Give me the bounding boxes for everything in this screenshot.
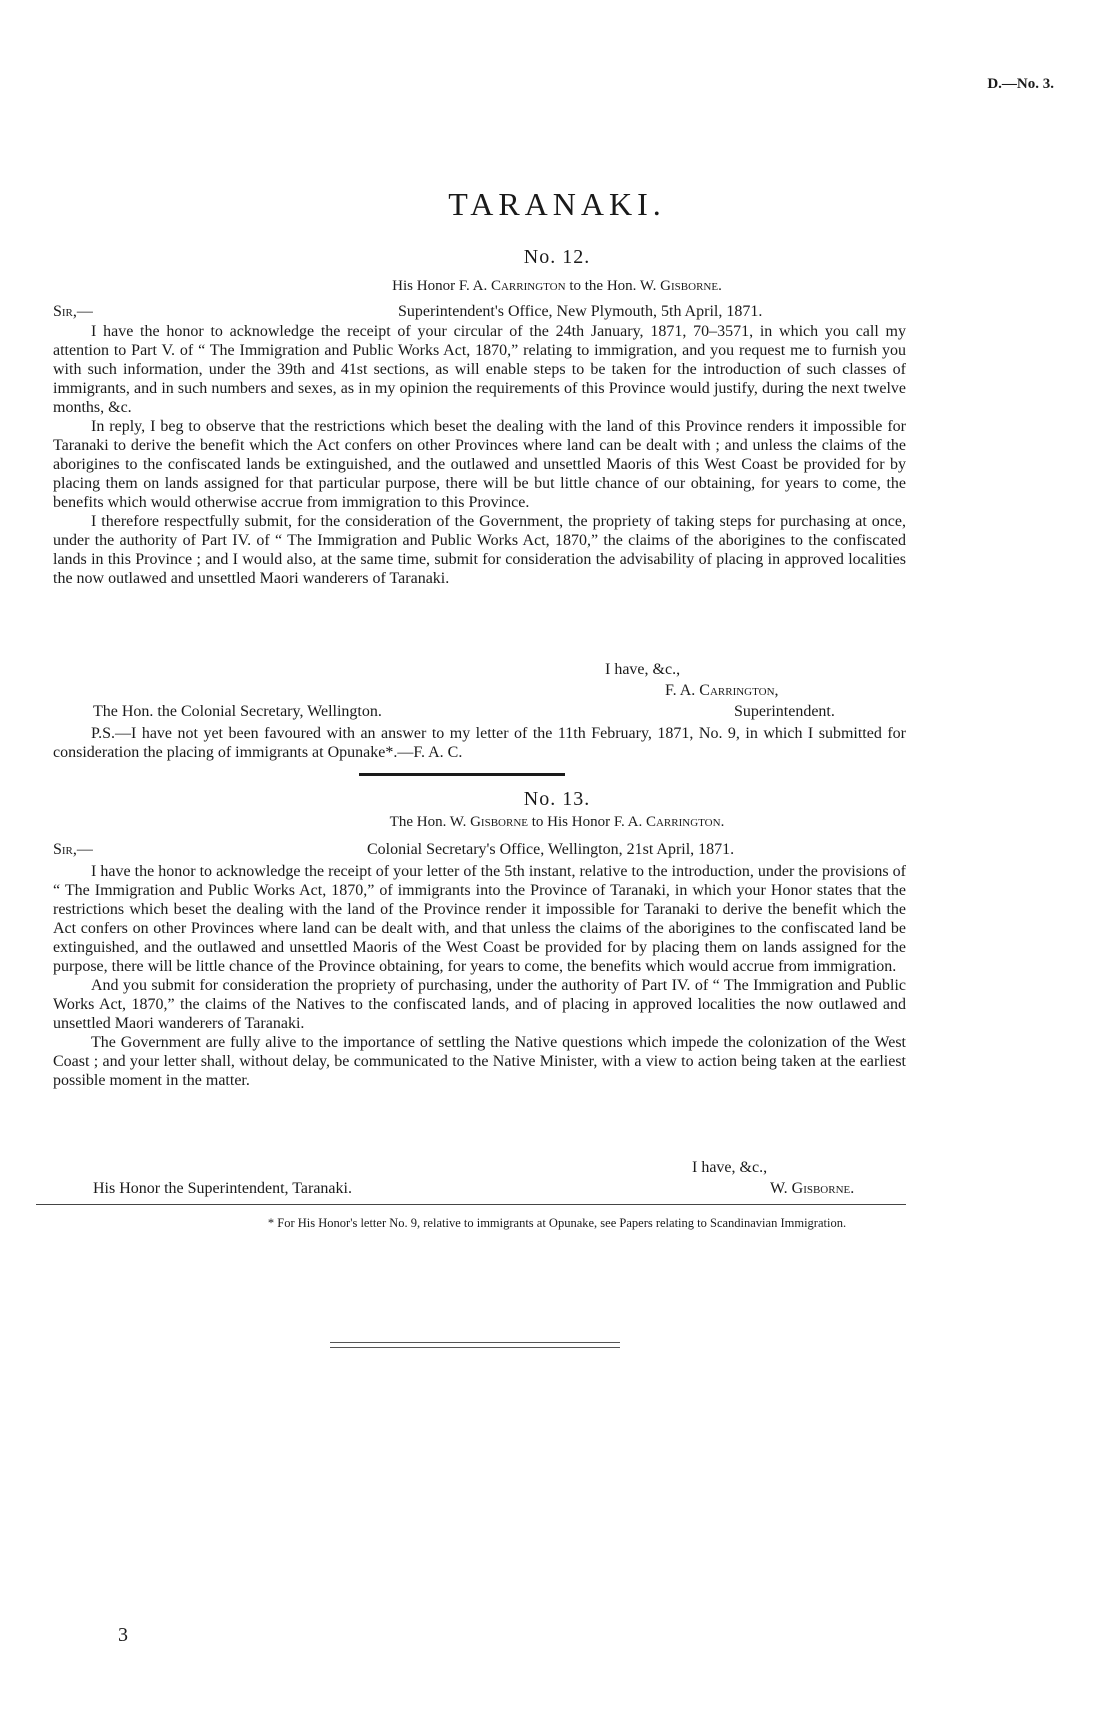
letter-12-closing: I have, &c., [605,661,681,678]
page-reference: D.—No. 3. [987,76,1054,92]
letter-13-from: The Hon. W. [389,814,467,830]
letter-12-heading [0,278,1114,295]
end-rule-bottom [330,1347,620,1348]
letter-12-signature: F. A. Carrington, [665,682,779,699]
letter-13-number: No. 13. [523,788,591,810]
letter-13-to-name: Carrington. [645,814,725,830]
footnote-rule [36,1204,906,1205]
letter-12-postscript-block [53,724,906,762]
letter-13-from-name: Gisborne [470,814,528,830]
letter-12-number: No. 12. [523,246,591,268]
letter-12-place-date: Superintendent's Office, New Plymouth, 5th April, 1871. [398,303,763,320]
letter-12-paragraph: I have the honor to acknowledge the receipt of your circular of the 24th January, 1871, 70–3571, in which you call my attention to Part V. of “ The Immigration and Public Works Act, 1870,” relating to immigration, and you request me to furnish you with such information, under the 39th and 41st sections, as will enable steps to be taken for the introduction of such classes of immigrants, and in such numbers and sexes, as in my opinion the requirements of this Province would justify, during the next twelve months, &c. [53,323,906,416]
letter-12-paragraph: In reply, I beg to observe that the restrictions which beset the dealing with the land of this Province renders it impossible for Taranaki to derive the benefit which the Act confers on other Provinces where land can be dealt with ; and unless the claims of the aborigines to the confiscated lands be extinguished, and the outlawed and unsettled Maoris of this West Coast be provided for by placing them on lands assigned for that particular purpose, there will be but little chance of our obtaining, for years to come, the benefits which would otherwise accrue from immigration to this Province. [53,418,906,511]
letter-13-body [53,862,906,1090]
page-number: 3 [118,1624,128,1646]
letter-13-paragraph: And you submit for consideration the propriety of purchasing, under the authority of Part IV. of “ The Immigration and Public Works Act, 1870,” the claims of the Natives to the confiscated lands, and of placing in approved localities the now outlawed and unsettled Maori wanderers of Taranaki. [53,977,906,1032]
letter-13-paragraph: I have the honor to acknowledge the receipt of your letter of the 5th instant, relative to the introduction, under the provisions of “ The Immigration and Public Works Act, 1870,” of immigrants into the Province of Taranaki, in which your Honor states that the restrictions which beset the dealing with the land of the Province render it impossible for Taranaki to derive the benefit which the Act confers on other Provinces where land can be dealt with, and that unless the claims of the aborigines to the confiscated land be extinguished, and the outlawed and unsettled Maoris of the West Coast be provided for by placing them on lands assigned for the purpose, there will be little chance of the Province obtaining, for years to come, the benefits which would accrue from immigration. [53,863,906,975]
letter-12-from: His Honor F. A. [392,278,488,294]
letter-12-paragraph: I therefore respectfully submit, for the consideration of the Government, the propriety of taking steps for purchasing at once, under the authority of Part IV. of “ The Immigration and Public Works Act, 1870,” the claims of the aborigines to the confiscated lands in this Province ; and I would also, at the same time, submit for consideration the advisability of placing in approved localities the now outlawed and unsettled Maori wanderers of Taranaki. [53,513,906,587]
end-rule-top [330,1342,620,1343]
footnote: * For His Honor's letter No. 9, relative to immigrants at Opunake, see Papers relating to Scandinavian Immigration. [267,1216,847,1230]
letter-12-signature-title: Superintendent. [734,703,835,720]
letter-12-from-name: Carrington [490,278,566,294]
letter-12-addressee: The Hon. the Colonial Secretary, Wellington. [93,703,382,720]
letter-13-heading [0,814,1114,831]
letter-12-to-name: Gisborne. [660,278,722,294]
letter-13-signature: W. Gisborne. [770,1180,855,1197]
letter-13-addressee: His Honor the Superintendent, Taranaki. [93,1180,352,1197]
letter-12-salutation: Sir,— [53,303,93,320]
letter-13-salutation: Sir,— [53,841,93,858]
page-title: TARANAKI. [448,186,666,222]
letter-12-postscript: P.S.—I have not yet been favoured with an answer to my letter of the 11th February, 1871, No. 9, in which I submitted for consideration the placing of immigrants at Opunake*.—F. A. C. [53,725,906,761]
letter-13-closing: I have, &c., [692,1159,768,1176]
letter-13-paragraph: The Government are fully alive to the importance of settling the Native questions which impede the colonization of the West Coast ; and your letter shall, without delay, be communicated to the Native Minister, with a view to action being taken at the earliest possible moment in the matter. [53,1034,906,1089]
letter-13-place-date: Colonial Secretary's Office, Wellington, 21st April, 1871. [367,841,735,858]
letter-12-to-prefix: to the Hon. W. [569,278,657,294]
section-divider [359,773,565,776]
letter-12-body [53,322,906,588]
letter-13-to-prefix: to His Honor F. A. [531,814,643,830]
